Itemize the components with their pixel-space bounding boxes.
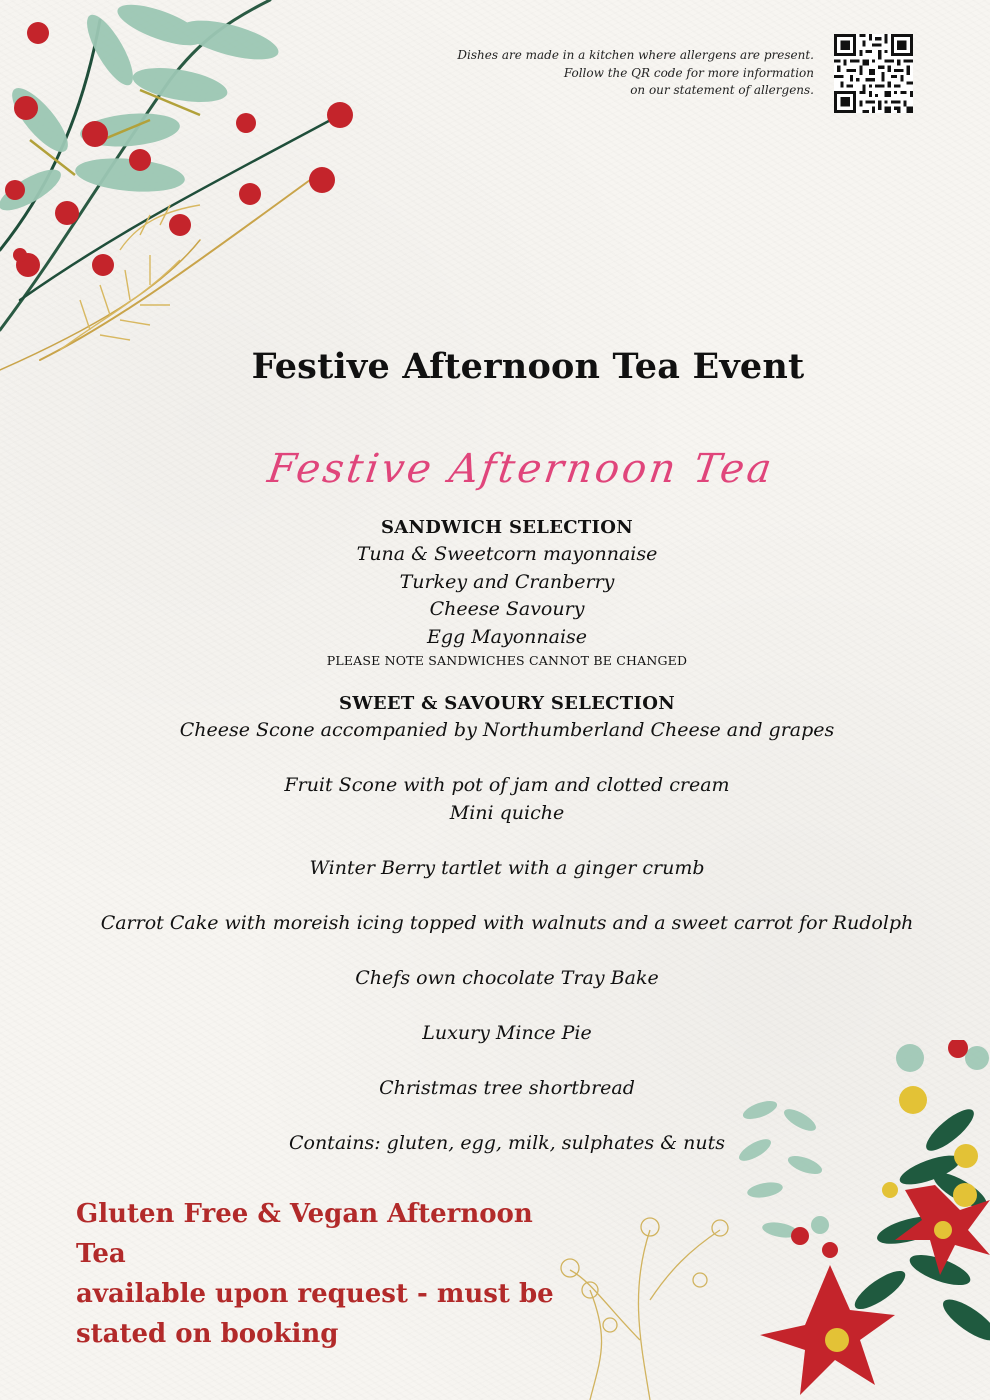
menu-item: Turkey and Cranberry bbox=[399, 570, 615, 593]
sweet-savoury-heading: SWEET & SAVOURY SELECTION bbox=[339, 693, 675, 714]
menu-item: Tuna & Sweetcorn mayonnaise bbox=[356, 543, 658, 565]
allergen-note-line: on our statement of allergens. bbox=[630, 83, 814, 97]
menu-item: Cheese Savoury bbox=[429, 598, 585, 620]
allergen-note-line: Follow the QR code for more information bbox=[563, 65, 814, 80]
menu-item: Winter Berry tartlet with a ginger crumb bbox=[309, 856, 705, 879]
allergen-note-line: Dishes are made in a kitchen where allergens are present. bbox=[457, 48, 814, 62]
menu-item: Chefs own chocolate Tray Bake bbox=[355, 966, 659, 989]
sandwich-note: PLEASE NOTE SANDWICHES CANNOT BE CHANGED bbox=[326, 653, 688, 668]
gluten-free-line: stated on booking bbox=[76, 1319, 339, 1349]
page-title: Festive Afternoon Tea Event bbox=[251, 346, 805, 387]
gluten-free-line: available upon request - must be bbox=[76, 1279, 554, 1309]
poinsettia-floral-icon bbox=[530, 1040, 990, 1400]
allergen-note bbox=[394, 47, 814, 100]
menu-item: Carrot Cake with moreish icing topped with walnuts and a sweet carrot for Rudolph bbox=[100, 911, 914, 934]
sandwich-heading: SANDWICH SELECTION bbox=[380, 517, 634, 538]
gluten-free-note bbox=[76, 1194, 576, 1354]
menu-item: Egg Mayonnaise bbox=[426, 625, 588, 648]
allergen-contains: Contains: gluten, egg, milk, sulphates & nuts bbox=[288, 1131, 726, 1154]
menu-item: Christmas tree shortbread bbox=[379, 1076, 635, 1099]
holly-berry-branch-icon bbox=[0, 0, 360, 380]
menu-item: Fruit Scone with pot of jam and clotted cream bbox=[284, 774, 730, 796]
gluten-free-line: Gluten Free & Vegan Afternoon Tea bbox=[76, 1199, 533, 1269]
menu-item: Luxury Mince Pie bbox=[422, 1021, 592, 1044]
menu-item: Mini quiche bbox=[449, 801, 565, 824]
qr-code-icon[interactable] bbox=[834, 34, 913, 113]
menu-item: Cheese Scone accompanied by Northumberland Cheese and grapes bbox=[179, 719, 835, 741]
script-title: Festive Afternoon Tea bbox=[264, 446, 778, 492]
